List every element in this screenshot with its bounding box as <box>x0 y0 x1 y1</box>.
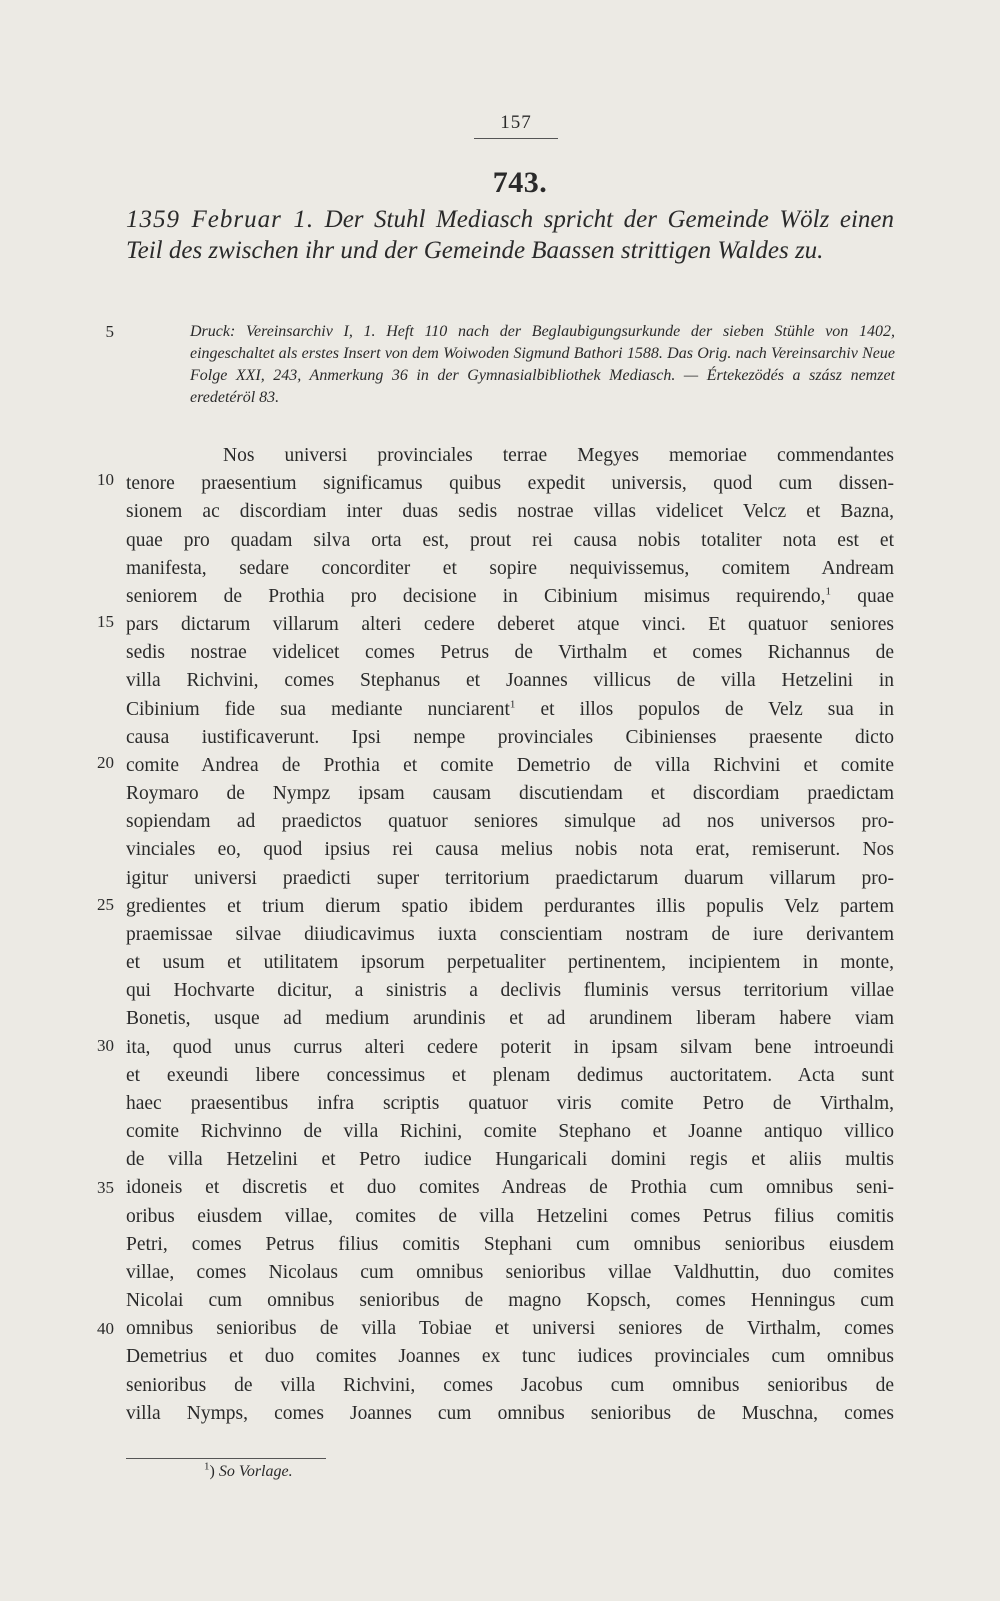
body-line: vinciales eo, quod ipsius rei causa melius nobis nota erat, remiserunt. Nos <box>126 839 894 861</box>
line-number: 35 <box>97 1178 114 1197</box>
body-line: Bonetis, usque ad medium arundinis et ad arundinem liberam habere viam <box>126 1008 894 1030</box>
body-line: Nicolai cum omnibus senioribus de magno Kopsch, comes Henningus cum <box>126 1290 894 1312</box>
body-line: quae pro quadam silva orta est, prout rei causa nobis totaliter nota est et <box>126 529 894 551</box>
footnote-rule <box>126 1458 326 1459</box>
document-heading <box>126 204 894 266</box>
body-line: villa Richvini, comes Stephanus et Joannes villicus de villa Hetzelini in <box>126 670 894 692</box>
page-number: 157 <box>500 112 532 133</box>
line-number: 15 <box>97 612 114 631</box>
footnote-marker: $^1$) <box>204 1460 215 1480</box>
line-number: 10 <box>97 470 114 489</box>
footnote <box>204 1460 293 1481</box>
heading-summary: Der Stuhl Mediasch spricht der Gemeinde Wölz einen Teil des zwischen ihr und der Gemeinde Baassen strittigen Waldes zu. <box>126 206 895 264</box>
footnote-reference: 1 <box>825 585 832 598</box>
line-number: 30 <box>97 1036 114 1055</box>
body-line: haec praesentibus infra scriptis quatuor viris comite Petro de Virthalm, <box>126 1092 894 1114</box>
line-number: 40 <box>97 1319 114 1338</box>
line-number: 20 <box>97 753 114 772</box>
body-line: omnibus senioribus de villa Tobiae et universi seniores de Virthalm, comes <box>126 1318 894 1340</box>
body-line: idoneis et discretis et duo comites Andreas de Prothia cum omnibus seni- <box>126 1177 894 1199</box>
body-line: et usum et utilitatem ipsorum perpetualiter pertinentem, incipientem in monte, <box>126 952 894 974</box>
body-line: qui Hochvarte dicitur, a sinistris a declivis fluminis versus territorium villae <box>126 980 894 1002</box>
body-line: de villa Hetzelini et Petro iudice Hungaricali domini regis et aliis multis <box>126 1149 894 1171</box>
body-line: comite Andrea de Prothia et comite Demetrio de villa Richvini et comite <box>126 754 894 776</box>
body-line: pars dictarum villarum alteri cedere deberet atque vinci. Et quatuor seniores <box>126 614 894 636</box>
body-line: villa Nymps, comes Joannes cum omnibus senioribus de Muschna, comes <box>126 1402 894 1424</box>
body-line: Cibinium fide sua mediante nunciarent$^1$ et illos populos de Velz sua in <box>126 698 894 720</box>
body-line: sionem ac discordiam inter duas sedis nostrae villas videlicet Velcz et Bazna, <box>126 501 894 523</box>
line-number: 5 <box>105 322 114 341</box>
body-line: gredientes et trium dierum spatio ibidem perdurantes illis populis Velz partem <box>126 895 894 917</box>
body-line: villae, comes Nicolaus cum omnibus senioribus villae Valdhuttin, duo comites <box>126 1261 894 1283</box>
heading-date: 1359 Februar 1. <box>126 206 315 233</box>
body-line: sopiendam ad praedictos quatuor seniores simulque ad nos universos pro- <box>126 811 894 833</box>
body-line: tenore praesentium significamus quibus expedit universis, quod cum dissen- <box>126 473 894 495</box>
document-number: 743. <box>492 166 548 199</box>
body-line: manifesta, sedare concorditer et sopire nequivissemus, comitem Andream <box>126 557 894 579</box>
body-line: seniorem de Prothia pro decisione in Cibinium misimus requirendo,$^1$ quae <box>126 585 894 607</box>
body-line: causa iustificaverunt. Ipsi nempe provinciales Cibinienses praesente dicto <box>126 726 894 748</box>
body-line: Petri, comes Petrus filius comitis Stephani cum omnibus senioribus eiusdem <box>126 1233 894 1255</box>
body-line: Nos universi provinciales terrae Megyes memoriae commendantes <box>223 445 894 466</box>
body-line: Roymaro de Nympz ipsam causam discutiendam et discordiam praedictam <box>126 783 894 805</box>
body-line: ita, quod unus currus alteri cedere poterit in ipsam silvam bene introeundi <box>126 1036 894 1058</box>
body-line: praemissae silvae diiudicavimus iuxta conscientiam nostram de iure derivantem <box>126 923 894 945</box>
body-line: igitur universi praedicti super territorium praedictarum duarum villarum pro- <box>126 867 894 889</box>
body-line: sedis nostrae videlicet comes Petrus de Virthalm et comes Richannus de <box>126 642 894 664</box>
footnote-text: So Vorlage. <box>218 1463 293 1480</box>
body-line: et exeundi libere concessimus et plenam dedimus auctoritatem. Acta sunt <box>126 1064 894 1086</box>
line-number: 25 <box>97 895 114 914</box>
body-line: Demetrius et duo comites Joannes ex tunc iudices provinciales cum omnibus <box>126 1346 894 1368</box>
source-note: Druck: Vereinsarchiv I, 1. Heft 110 nach der Beglaubigungsurkunde der sieben Stühle von 1402, eingeschaltet als erstes Insert von dem Woiwoden Sigmund Bathori 1588. Das Orig. nach Vereinsarchiv Neue Folge XXI, 243, Anmerkung 36 in der Gymnasialbibliothek Mediasch. — Értekezödés a szász nemzet eredetéröl 83. <box>190 323 895 406</box>
body-line: senioribus de villa Richvini, comes Jacobus cum omnibus senioribus de <box>126 1374 894 1396</box>
body-line: oribus eiusdem villae, comites de villa Hetzelini comes Petrus filius comitis <box>126 1205 894 1227</box>
page-number-rule <box>474 138 558 139</box>
footnote-reference: 1 <box>509 698 516 711</box>
body-line: comite Richvinno de villa Richini, comite Stephano et Joanne antiquo villico <box>126 1121 894 1143</box>
